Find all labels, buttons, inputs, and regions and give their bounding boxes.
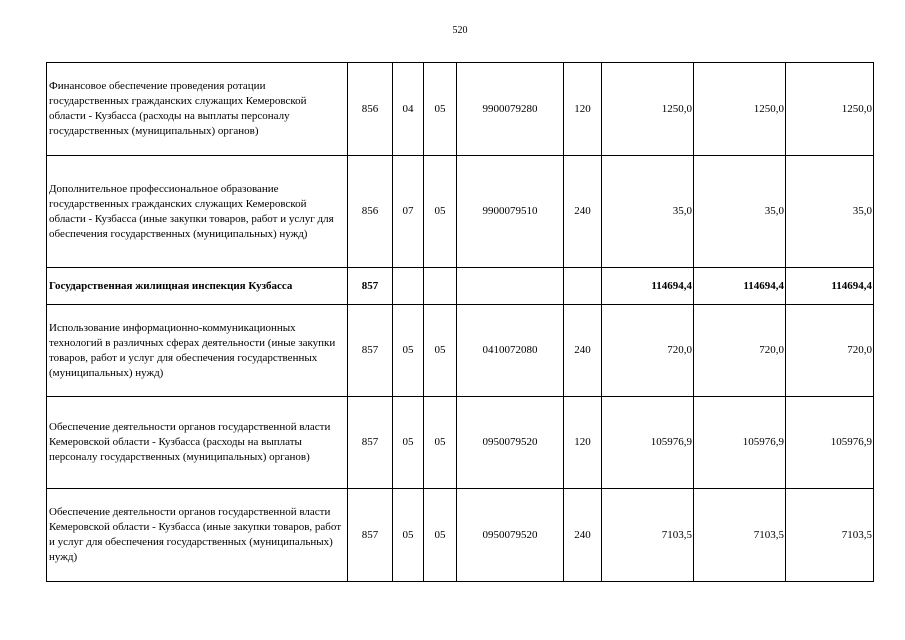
amount-year-2: 720,0	[694, 305, 786, 397]
row-description: Использование информационно-коммуникационных технологий в различных сферах деятельности (иные закупки товаров, работ и услуг для обеспечения государственных (муниципальных) нужд)	[47, 305, 348, 397]
section-code: 05	[393, 397, 424, 489]
ministry-code: 856	[348, 156, 393, 268]
target-article-code: 9900079280	[457, 63, 564, 156]
table-row	[47, 63, 874, 156]
section-code	[393, 268, 424, 305]
section-code: 05	[393, 489, 424, 582]
expense-type-code	[564, 268, 602, 305]
page-number: 520	[452, 25, 468, 36]
ministry-code: 856	[348, 63, 393, 156]
amount-year-3: 720,0	[786, 305, 874, 397]
target-article-code: 0950079520	[457, 397, 564, 489]
subsection-code	[424, 268, 457, 305]
target-article-code: 0410072080	[457, 305, 564, 397]
table-row	[47, 489, 874, 582]
ministry-code: 857	[348, 397, 393, 489]
target-article-code: 9900079510	[457, 156, 564, 268]
table-row	[47, 397, 874, 489]
expense-type-code: 240	[564, 305, 602, 397]
amount-year-2: 1250,0	[694, 63, 786, 156]
target-article-code: 0950079520	[457, 489, 564, 582]
expense-type-code: 240	[564, 156, 602, 268]
target-article-code	[457, 268, 564, 305]
section-code: 04	[393, 63, 424, 156]
amount-year-2: 35,0	[694, 156, 786, 268]
amount-year-3: 105976,9	[786, 397, 874, 489]
expense-type-code: 240	[564, 489, 602, 582]
row-description: Финансовое обеспечение проведения ротации государственных гражданских служащих Кемеровской области - Кузбасса (расходы на выплаты персоналу государственных (муниципальных) органов)	[47, 63, 348, 156]
amount-year-1: 1250,0	[602, 63, 694, 156]
amount-year-2: 7103,5	[694, 489, 786, 582]
ministry-code: 857	[348, 489, 393, 582]
ministry-code: 857	[348, 305, 393, 397]
table-row	[47, 305, 874, 397]
amount-year-1: 114694,4	[602, 268, 694, 305]
row-description: Дополнительное профессиональное образование государственных гражданских служащих Кемеровской области - Кузбасса (иные закупки товаров, работ и услуг для обеспечения государственных (муниципальных) нужд)	[47, 156, 348, 268]
amount-year-3: 7103,5	[786, 489, 874, 582]
row-description: Государственная жилищная инспекция Кузбасса	[47, 268, 348, 305]
row-description: Обеспечение деятельности органов государственной власти Кемеровской области - Кузбасса (расходы на выплаты персоналу государственных (муниципальных) органов)	[47, 397, 348, 489]
amount-year-2: 105976,9	[694, 397, 786, 489]
amount-year-2: 114694,4	[694, 268, 786, 305]
amount-year-3: 1250,0	[786, 63, 874, 156]
table-row	[47, 156, 874, 268]
row-description: Обеспечение деятельности органов государственной власти Кемеровской области - Кузбасса (иные закупки товаров, работ и услуг для обеспечения государственных (муниципальных) нужд)	[47, 489, 348, 582]
budget-table	[46, 62, 874, 582]
subsection-code: 05	[424, 63, 457, 156]
amount-year-3: 114694,4	[786, 268, 874, 305]
amount-year-1: 7103,5	[602, 489, 694, 582]
subsection-code: 05	[424, 489, 457, 582]
expense-type-code: 120	[564, 63, 602, 156]
amount-year-3: 35,0	[786, 156, 874, 268]
expense-type-code: 120	[564, 397, 602, 489]
amount-year-1: 35,0	[602, 156, 694, 268]
subsection-code: 05	[424, 397, 457, 489]
amount-year-1: 720,0	[602, 305, 694, 397]
section-code: 07	[393, 156, 424, 268]
subsection-code: 05	[424, 305, 457, 397]
amount-year-1: 105976,9	[602, 397, 694, 489]
table-row	[47, 268, 874, 305]
subsection-code: 05	[424, 156, 457, 268]
ministry-code: 857	[348, 268, 393, 305]
section-code: 05	[393, 305, 424, 397]
